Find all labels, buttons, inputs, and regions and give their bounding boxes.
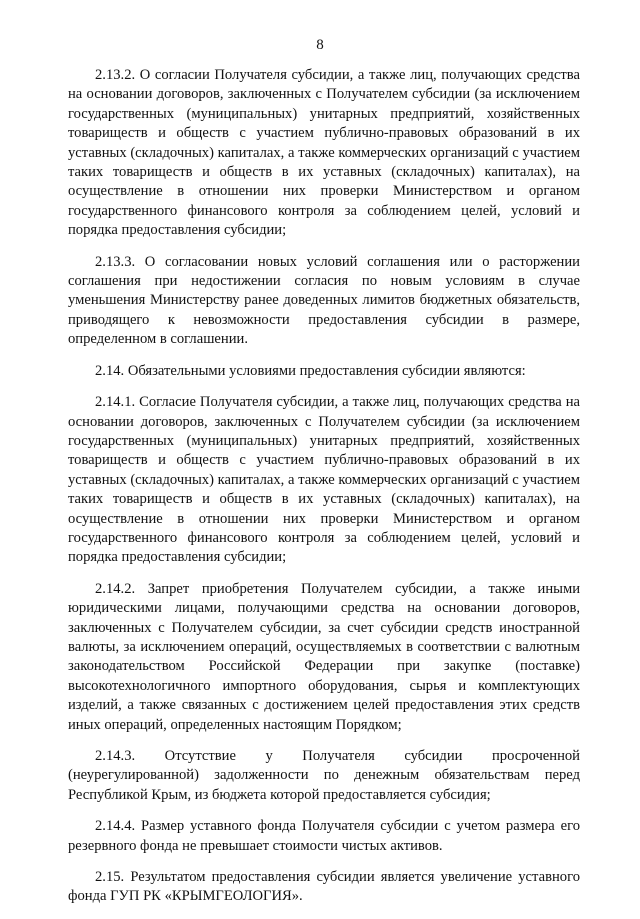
paragraph-2-14-3: 2.14.3. Отсутствие у Получателя субсидии просроченной (неурегулированной) задолженности по денежным обязательствам перед Республикой Крым, из бюджета которой предоставляется субсидия; [68,748,580,803]
paragraph-2-14-1: 2.14.1. Согласие Получателя субсидии, а также лиц, получающих средства на основании договоров, заключенных с Получателем субсидии (за исключением государственных (муниципальных) унитарных предприятий, хозяйственных товариществ и обществ с участием публично-правовых образований в их уставных (складочных) капиталах, а также коммерческих организаций с участием таких товариществ и обществ в их уставных (складочных) капиталах), на осуществление в отношении них проверки Министерством и органом государственного финансового контроля за соблюдением целей, условий и порядка предоставления субсидии; [68,394,580,566]
paragraph-2-14-4: 2.14.4. Размер уставного фонда Получателя субсидии с учетом размера его резервного фонда не превышает стоимости чистых активов. [68,818,580,854]
paragraph-2-14-2: 2.14.2. Запрет приобретения Получателем субсидии, а также иными юридическими лицами, получающими средства на основании договоров, заключенных с Получателем субсидии, за счет субсидии средств иностранной валюты, за исключением операций, осуществляемых в соответствии с валютным законодательством Российской Федерации при закупке (поставке) высокотехнологичного импортного оборудования, сырья и комплектующих изделий, а также связанных с достижением целей предоставления этих средств иных операций, определенных настоящим Порядком; [68,580,580,733]
paragraph-2-15: 2.15. Результатом предоставления субсидии является увеличение уставного фонда ГУП РК «КРЫМГЕОЛОГИЯ». [68,869,580,905]
document-body [68,66,580,919]
page-number: 8 [316,37,324,53]
paragraph-2-13-2: 2.13.2. О согласии Получателя субсидии, а также лиц, получающих средства на основании договоров, заключенных с Получателем субсидии (за исключением государственных (муниципальных) унитарных предприятий, хозяйственных товариществ и обществ с участием публично-правовых образований в их уставных (складочных) капиталах, а также коммерческих организаций с участием таких товариществ и обществ в их уставных (складочных) капиталах), на осуществление в отношении них проверки Министерством и органом государственного финансового контроля за соблюдением целей, условий и порядка предоставления субсидии; [68,67,580,239]
paragraph-2-13-3: 2.13.3. О согласовании новых условий соглашения или о расторжении соглашения при недостижении согласия по новым условиям в случае уменьшения Министерству ранее доведенных лимитов бюджетных обязательств, приводящего к невозможности предоставления субсидии в размере, определенном в соглашении. [68,253,580,348]
paragraph-2-14: 2.14. Обязательными условиями предоставления субсидии являются: [95,362,526,379]
